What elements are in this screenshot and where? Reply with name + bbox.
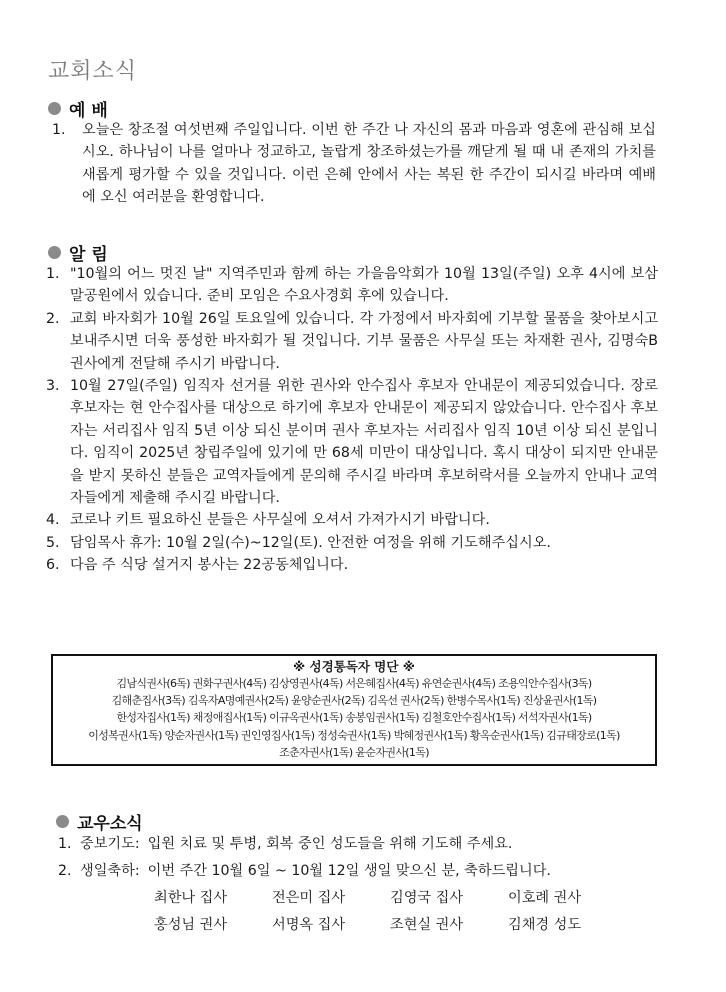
bible-readers-title: ※ 성경통독자 명단 ※: [293, 659, 415, 674]
list-item: [46, 375, 658, 509]
members-list: [58, 831, 678, 939]
list-item: [46, 554, 658, 576]
bible-readers-line: 한성자집사(1독) 채정애집사(1독) 이규옥권사(1독) 송봉임권사(1독) 김철호안수집사(1독) 서석자권사(1독): [116, 711, 592, 725]
item-text: 오늘은 창조절 여섯번째 주일입니다. 이번 한 주간 나 자신의 몸과 마음과 영혼에 관심해 보십시오. 하나님이 나를 얼마나 정교하고, 놀랍게 창조하셨는가를 깨닫게 될 때 내 존재의 가치를 새롭게 평가할 수 있을 것입니다. 이런 은혜 안에서 사는 복된 한 주간이 되시길 바라며 예배에 오신 여러분을 환영합니다.: [82, 122, 656, 206]
prayer-text: 입원 치료 및 투병, 회복 중인 성도들을 위해 기도해 주세요.: [147, 836, 513, 852]
item-number: 6.: [46, 557, 60, 574]
item-number: 1.: [58, 836, 72, 852]
item-text: 다음 주 식당 설거지 봉사는 22공동체입니다.: [70, 557, 349, 574]
item-number: 2.: [58, 863, 72, 879]
list-item: [46, 532, 658, 554]
birthday-item: [58, 858, 678, 885]
birthday-name: 김영국 집사: [390, 890, 464, 906]
birthday-name: 홍성님 권사: [154, 917, 228, 933]
prayer-item: [58, 831, 678, 858]
page-title: 교회소식: [48, 59, 138, 84]
birthday-names-row: [154, 885, 678, 912]
birthday-label: 생일축하:: [80, 863, 140, 879]
item-text: 10월 27일(주일) 임직자 선거를 위한 권사와 안수집사 후보자 안내문이 제공되었습니다. 장로 후보자는 현 안수집사를 대상으로 하기에 후보자 안내문이 제공되지 않았습니다. 안수집사 후보자는 서리집사 임직 5년 이상 되신 분이며 권사 후보자는 서리집사 임직 10년 이상 되신 분입니다. 임직이 2025년 창립주일에 있기에 만 68세 미만이 대상입니다. 혹시 대상이 되지만 안내문을 받지 못하신 분들은 교역자들에게 문의해 주시길 바라며 후보허락서를 오늘까지 안내나 교역자들에게 제출해 주시길 바랍니다.: [70, 378, 658, 507]
item-text: 담임목사 휴가: 10월 2일(수)~12일(토). 안전한 여정을 위해 기도해주십시오.: [70, 534, 551, 551]
birthday-name: 전은미 집사: [272, 890, 346, 906]
birthday-name: 서명옥 집사: [272, 917, 346, 933]
bullet-icon: [48, 102, 61, 115]
item-text: "10월의 어느 멋진 날" 지역주민과 함께 하는 가을음악회가 10월 13일(주일) 오후 4시에 보삼말공원에서 있습니다. 준비 모임은 수요사경회 후에 있습니다.: [70, 266, 658, 305]
list-item: [52, 119, 656, 209]
birthday-names-row: [154, 912, 678, 939]
bullet-icon: [56, 815, 69, 828]
birthday-name: 조현실 권사: [390, 917, 464, 933]
worship-heading: 예 배: [69, 101, 108, 121]
bible-readers-line: 이성복권사(1독) 양순자권사(1독) 권인영집사(1독) 정성숙권사(1독) 박혜정권사(1독) 황옥순권사(1독) 김규태장로(1독): [88, 728, 620, 742]
members-heading: 교우소식: [77, 814, 143, 834]
item-number: 5.: [46, 534, 60, 551]
bible-readers-line: 김남식권사(6독) 권화구권사(4독) 김상영권사(4독) 서은혜집사(4독) 유연순권사(4독) 조용익안수집사(3독): [116, 677, 592, 690]
item-text: 교회 바자회가 10월 26일 토요일에 있습니다. 각 가정에서 바자회에 기부할 물품을 찾아보시고 보내주시면 더욱 풍성한 바자회가 될 것입니다. 기부 물품은 사무실 또는 차재환 권사, 김명숙B 권사에게 전달해 주시기 바랍니다.: [70, 310, 658, 372]
list-item: [46, 263, 658, 308]
item-number: 3.: [46, 378, 60, 395]
bible-readers-line: 김해춘집사(3독) 김옥자A명예권사(2독) 윤양순권사(2독) 김옥선 권사(2독) 한병수목사(1독) 진상윤권사(1독): [111, 694, 597, 708]
list-item: [46, 509, 658, 531]
item-number: 2.: [46, 310, 60, 327]
notices-list: [46, 263, 658, 577]
worship-list: [52, 119, 656, 209]
birthday-text: 이번 주간 10월 6일 ~ 10월 12일 생일 맞으신 분, 축하드립니다.: [147, 863, 551, 879]
notices-section-header: [48, 240, 108, 265]
item-number: 1.: [52, 122, 66, 138]
bible-readers-box: [51, 654, 657, 766]
prayer-label: 중보기도:: [80, 836, 140, 852]
bible-readers-line: 조춘자권사(1독) 윤순자권사(1독): [279, 745, 429, 759]
list-item: [46, 308, 658, 375]
birthday-name: 이호례 권사: [508, 890, 582, 906]
item-text: 코로나 키트 필요하신 분들은 사무실에 오셔서 가져가시기 바랍니다.: [70, 512, 490, 529]
birthday-name: 최한나 집사: [154, 890, 228, 906]
birthday-names: [58, 885, 678, 939]
worship-section-header: [48, 96, 108, 121]
notices-heading: 알 림: [69, 245, 108, 265]
birthday-name: 김채경 성도: [508, 917, 582, 933]
bullet-icon: [48, 246, 61, 259]
item-number: 4.: [46, 512, 60, 529]
item-number: 1.: [46, 266, 60, 282]
